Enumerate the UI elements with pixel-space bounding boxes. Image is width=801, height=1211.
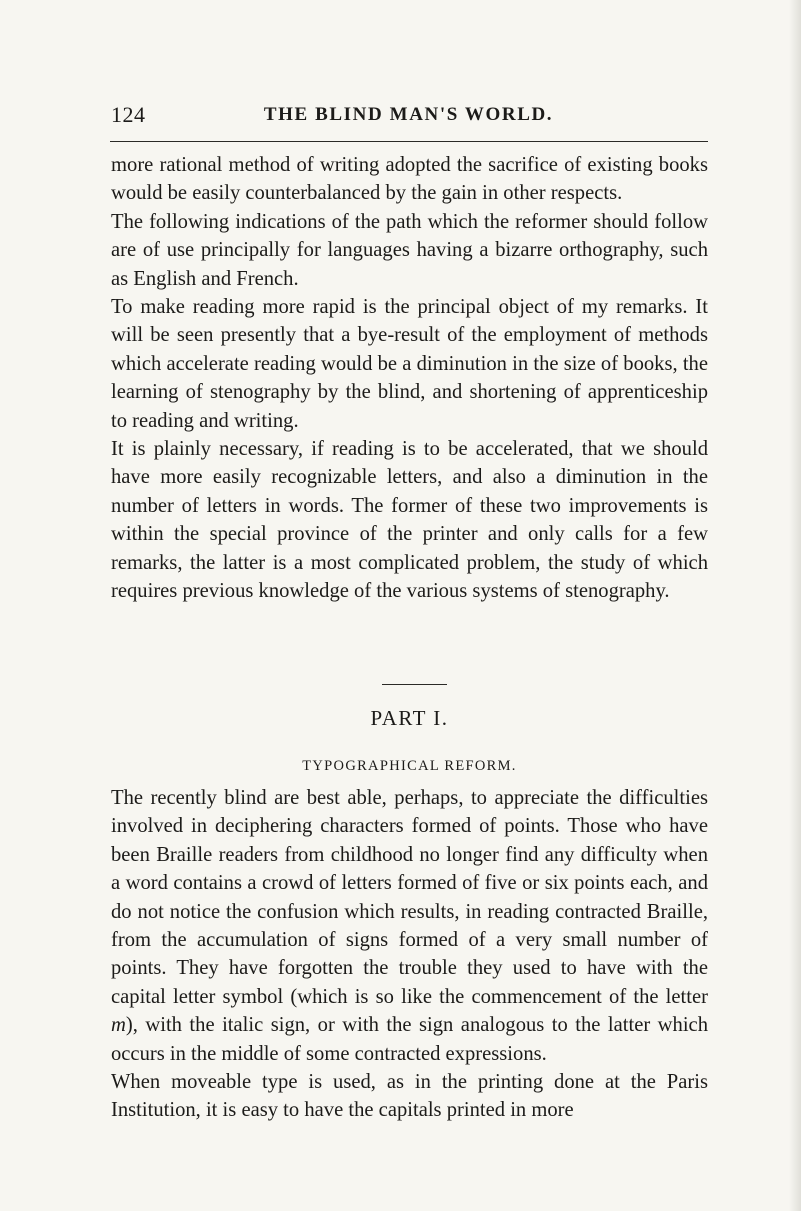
- paragraph: To make reading more rapid is the principal object of my remarks. It will be seen presently that a bye-result of the employment of methods which accelerate reading would be a diminution in the size of books, the learning of stenography by the blind, and shortening of apprenticeship to reading and writing.: [111, 296, 708, 432]
- paragraph-text: The recently blind are best able, perhaps, to appreciate the difficulties involved in deciphering characters formed of points. Those who have been Braille readers from childhood no longer find any difficulty when a word contains a crowd of letters formed of five or six points each, and do not notice the confusion which results, in reading contracted Braille, from the accumulation of signs formed of a very small number of points. They have forgotten the trouble they used to have with the capital letter symbol (which is so like the commencement of the letter: [111, 787, 708, 1008]
- section-heading: TYPOGRAPHICAL REFORM.: [302, 758, 517, 774]
- running-title: THE BLIND MAN'S WORLD.: [263, 104, 554, 125]
- page-number: 124: [111, 102, 146, 127]
- body-text-upper: [111, 151, 708, 606]
- part-heading: PART I.: [370, 706, 449, 730]
- paragraph: When moveable type is used, as in the printing done at the Paris Institution, it is easy to have the capitals printed in more: [111, 1071, 708, 1122]
- header-rule: [110, 141, 708, 142]
- page-header: [111, 102, 706, 132]
- paragraph: The following indications of the path which the reformer should follow are of use principally for languages having a bizarre orthography, such as English and French.: [111, 210, 708, 290]
- paragraph: It is plainly necessary, if reading is to be accelerated, that we should have more easily recognizable letters, and also a diminution in the number of letters in words. The former of these two improvements is within the special province of the printer and only calls for a few remarks, the latter is a most complicated problem, the study of which requires previous knowledge of the various systems of stenography.: [111, 438, 708, 603]
- paragraph: more rational method of writing adopted the sacrifice of existing books would be easily counterbalanced by the gain in other respects.: [111, 154, 708, 205]
- section-divider: [382, 684, 447, 685]
- body-text-lower: [111, 784, 708, 1125]
- paragraph-text: ), with the italic sign, or with the sign analogous to the latter which occurs in the middle of some contracted expressions.: [111, 1014, 708, 1065]
- paragraph: [111, 784, 708, 1068]
- page-edge-shadow: [789, 0, 801, 1211]
- italic-letter: m: [111, 1014, 126, 1037]
